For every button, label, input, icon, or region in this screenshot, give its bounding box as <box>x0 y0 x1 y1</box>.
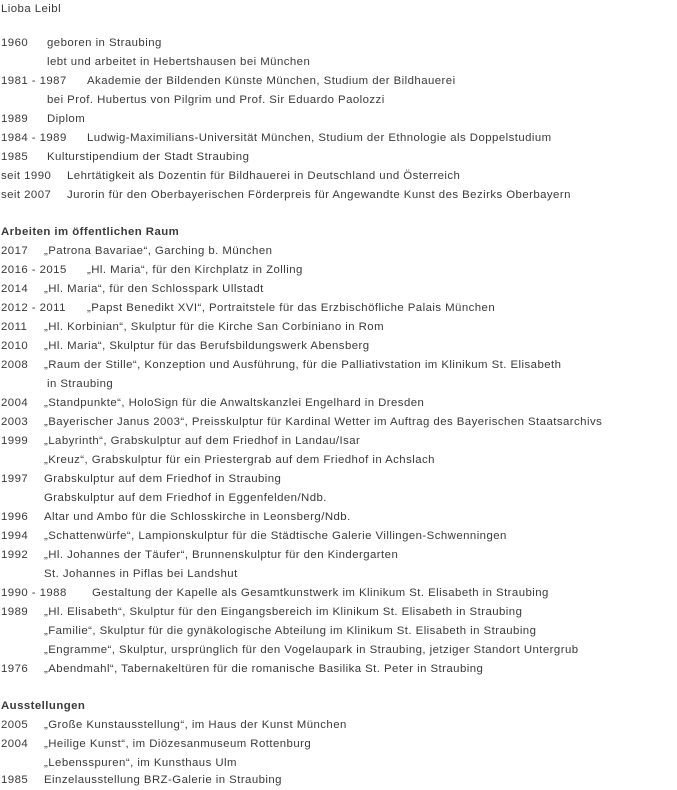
work-year: 1990 - 1988 <box>1 587 67 599</box>
work-row <box>1 318 384 337</box>
work-year: 2011 <box>1 321 28 333</box>
work-row <box>1 584 549 603</box>
work-row <box>1 641 579 660</box>
exhibition-year: 2005 <box>1 719 29 731</box>
work-text: „Kreuz“, Grabskulptur für ein Priestergrab auf dem Friedhof in Achslach <box>44 454 435 466</box>
work-text: St. Johannes in Piflas bei Landshut <box>44 568 238 580</box>
section-heading: Ausstellungen <box>1 700 86 712</box>
work-text: „Hl. Johannes der Täufer“, Brunnenskulptur für den Kindergarten <box>44 549 399 561</box>
bio-text: Lehrtätigkeit als Dozentin für Bildhauerei in Deutschland und Österreich <box>67 170 461 182</box>
work-year: 1999 <box>1 435 29 447</box>
bio-text: Kulturstipendium der Stadt Straubing <box>47 151 250 163</box>
work-row <box>1 432 360 451</box>
exhibition-row <box>1 716 347 735</box>
work-year: 2016 - 2015 <box>1 264 67 276</box>
bio-row <box>1 34 162 53</box>
bio-text: Ludwig-Maximilians-Universität München, Studium der Ethnologie als Doppelstudium <box>87 132 552 144</box>
work-row <box>1 413 602 432</box>
work-row <box>1 565 238 584</box>
work-row <box>1 622 536 641</box>
work-row <box>1 261 303 280</box>
work-text: Grabskulptur auf dem Friedhof in Straubing <box>44 473 282 485</box>
bio-text: Jurorin für den Oberbayerischen Förderpreis für Angewandte Kunst des Bezirks Oberbayern <box>67 189 571 201</box>
work-text: Gestaltung der Kapelle als Gesamtkunstwerk im Klinikum St. Elisabeth in Straubing <box>92 587 549 599</box>
bio-year: 1981 - 1987 <box>1 75 67 87</box>
work-row <box>1 470 281 489</box>
work-year: 2003 <box>1 416 29 428</box>
bio-text: lebt und arbeitet in Hebertshausen bei München <box>47 56 311 68</box>
work-year: 2017 <box>1 245 29 257</box>
work-text: „Schattenwürfe“, Lampionskulptur für die Städtische Galerie Villingen-Schwenningen <box>44 530 507 542</box>
work-year: 1994 <box>1 530 29 542</box>
work-row <box>1 660 483 679</box>
work-row <box>1 299 495 318</box>
work-year: 2008 <box>1 359 29 371</box>
bio-year: 1985 <box>1 151 29 163</box>
section-heading: Arbeiten im öffentlichen Raum <box>1 226 180 238</box>
exhibition-text: „Heilige Kunst“, im Diözesanmuseum Rottenburg <box>44 738 312 750</box>
bio-year: 1989 <box>1 113 29 125</box>
bio-year: seit 2007 <box>1 189 52 201</box>
bio-year: seit 1990 <box>1 170 52 182</box>
work-text: „Hl. Maria“, für den Schlosspark Ullstadt <box>44 283 264 295</box>
work-year: 2012 - 2011 <box>1 302 66 314</box>
work-year: 2010 <box>1 340 29 352</box>
work-year: 1997 <box>1 473 29 485</box>
work-row <box>1 451 435 470</box>
work-row <box>1 375 113 394</box>
work-text: „Familie“, Skulptur für die gynäkologische Abteilung im Klinikum St. Elisabeth in Straubing <box>44 625 537 637</box>
work-row <box>1 546 398 565</box>
work-row <box>1 356 561 375</box>
work-year: 2014 <box>1 283 29 295</box>
exhibition-text: Einzelausstellung BRZ-Galerie in Straubing <box>44 774 282 786</box>
exhibition-text: „Lebensspuren“, im Kunsthaus Ulm <box>44 757 237 769</box>
work-year: 1989 <box>1 606 29 618</box>
work-row <box>1 242 272 261</box>
bio-year: 1960 <box>1 37 29 49</box>
work-text: „Standpunkte“, HoloSign für die Anwaltskanzlei Engelhard in Dresden <box>44 397 425 409</box>
work-row <box>1 394 424 413</box>
work-text: „Hl. Maria“, für den Kirchplatz in Zolling <box>87 264 303 276</box>
bio-row <box>1 72 456 91</box>
work-text: „Patrona Bavariae“, Garching b. München <box>44 245 273 257</box>
bio-row <box>1 53 310 72</box>
bio-text: bei Prof. Hubertus von Pilgrim und Prof. Sir Eduardo Paolozzi <box>47 94 385 106</box>
work-row <box>1 280 264 299</box>
exhibition-text: „Große Kunstausstellung“, im Haus der Kunst München <box>44 719 347 731</box>
artist-name: Lioba Leibl <box>1 3 62 15</box>
bio-row <box>1 129 552 148</box>
work-row <box>1 603 522 622</box>
work-text: „Hl. Korbinian“, Skulptur für die Kirche San Corbiniano in Rom <box>44 321 385 333</box>
work-text: Grabskulptur auf dem Friedhof in Eggenfelden/Ndb. <box>44 492 327 504</box>
work-text: „Engramme“, Skulptur, ursprünglich für den Vogelaupark in Straubing, jetziger Standort Untergrub <box>44 644 579 656</box>
work-text: „Raum der Stille“, Konzeption und Ausführung, für die Palliativstation im Klinikum St. Elisabeth <box>44 359 562 371</box>
bio-row <box>1 110 85 129</box>
work-row <box>1 489 327 508</box>
bio-text: geboren in Straubing <box>47 37 162 49</box>
exhibition-year: 2004 <box>1 738 29 750</box>
work-year: 2004 <box>1 397 29 409</box>
work-row <box>1 508 351 527</box>
work-text: „Labyrinth“, Grabskulptur auf dem Friedhof in Landau/Isar <box>44 435 361 447</box>
bio-row <box>1 148 249 167</box>
work-year: 1992 <box>1 549 29 561</box>
work-year: 1976 <box>1 663 29 675</box>
bio-row <box>1 186 571 205</box>
exhibition-year: 1985 <box>1 774 29 786</box>
work-year: 1996 <box>1 511 29 523</box>
bio-row <box>1 167 460 186</box>
work-text: in Straubing <box>47 378 114 390</box>
bio-text: Diplom <box>47 113 86 125</box>
exhibition-row <box>1 771 282 790</box>
work-text: Altar und Ambo für die Schlosskirche in Leonsberg/Ndb. <box>44 511 351 523</box>
work-row <box>1 527 507 546</box>
work-text: „Abendmahl“, Tabernakeltüren für die romanische Basilika St. Peter in Straubing <box>44 663 484 675</box>
exhibition-row <box>1 735 311 754</box>
work-text: „Hl. Elisabeth“, Skulptur für den Eingangsbereich im Klinikum St. Elisabeth in Straubing <box>44 606 523 618</box>
work-row <box>1 337 370 356</box>
bio-year: 1984 - 1989 <box>1 132 67 144</box>
work-text: „Hl. Maria“, Skulptur für das Berufsbildungswerk Abensberg <box>44 340 370 352</box>
work-text: „Papst Benedikt XVI“, Portraitstele für das Erzbischöfliche Palais München <box>87 302 496 314</box>
work-text: „Bayerischer Janus 2003“, Preisskulptur für Kardinal Wetter im Auftrag des Bayerischen Staatsarchivs <box>44 416 603 428</box>
bio-row <box>1 91 385 110</box>
bio-text: Akademie der Bildenden Künste München, Studium der Bildhauerei <box>87 75 456 87</box>
